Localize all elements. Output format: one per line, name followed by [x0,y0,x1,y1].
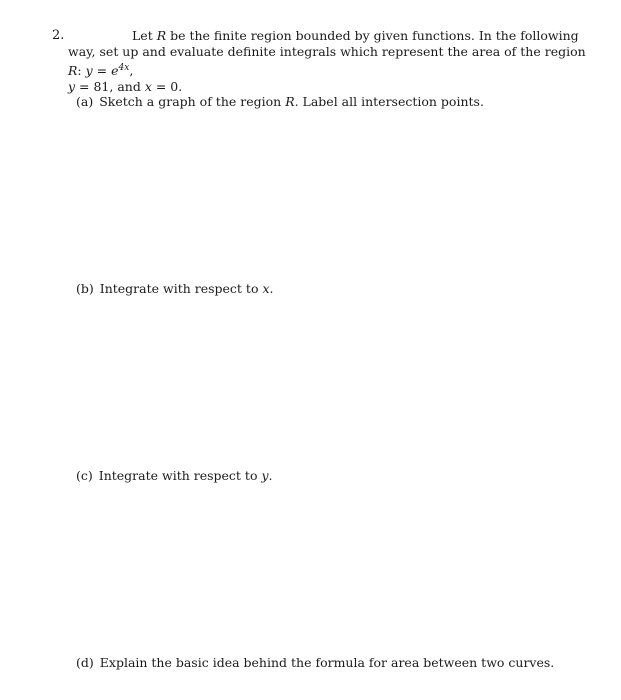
problem-statement [68,28,598,95]
e-base: e [111,63,119,78]
part-d [76,655,554,670]
part-b-tail: . [269,281,274,296]
equals-81: = 81, and [75,79,145,94]
part-a-tail: . Label all intersection points. [294,94,484,109]
equals-1: = [92,63,112,78]
intro-text-1: Let [132,28,157,43]
part-c-label: (c) [76,468,93,483]
part-d-label: (d) [76,655,94,670]
intro-text-2: be the finite region bounded by given functions. In the following way, set up and evaluate definite integrals which represent the area of the region [68,28,586,59]
part-c-text: Integrate with respect to [98,468,262,483]
part-a [76,94,484,109]
part-a-var: R [285,94,295,109]
part-c [76,468,273,483]
y-var: y [85,63,93,78]
region-var: R [156,28,167,43]
x-var: x [144,79,152,94]
part-c-var: y [261,468,269,483]
part-b-text: Integrate with respect to [99,281,263,296]
region-var-2: R [68,63,78,78]
y-var-2: y [68,79,76,94]
part-b-var: x [262,281,270,296]
problem-number: 2. [52,28,65,43]
part-a-label: (a) [76,94,94,109]
intro-colon: : [77,63,86,78]
part-c-tail: . [268,468,273,483]
equals-0: = 0. [151,79,183,94]
part-b [76,281,274,296]
part-b-label: (b) [76,281,94,296]
comma-1: , [129,63,134,78]
part-d-text: Explain the basic idea behind the formula for area between two curves. [99,655,555,670]
part-a-text: Sketch a graph of the region [99,94,286,109]
exponent: 4x [118,63,130,73]
